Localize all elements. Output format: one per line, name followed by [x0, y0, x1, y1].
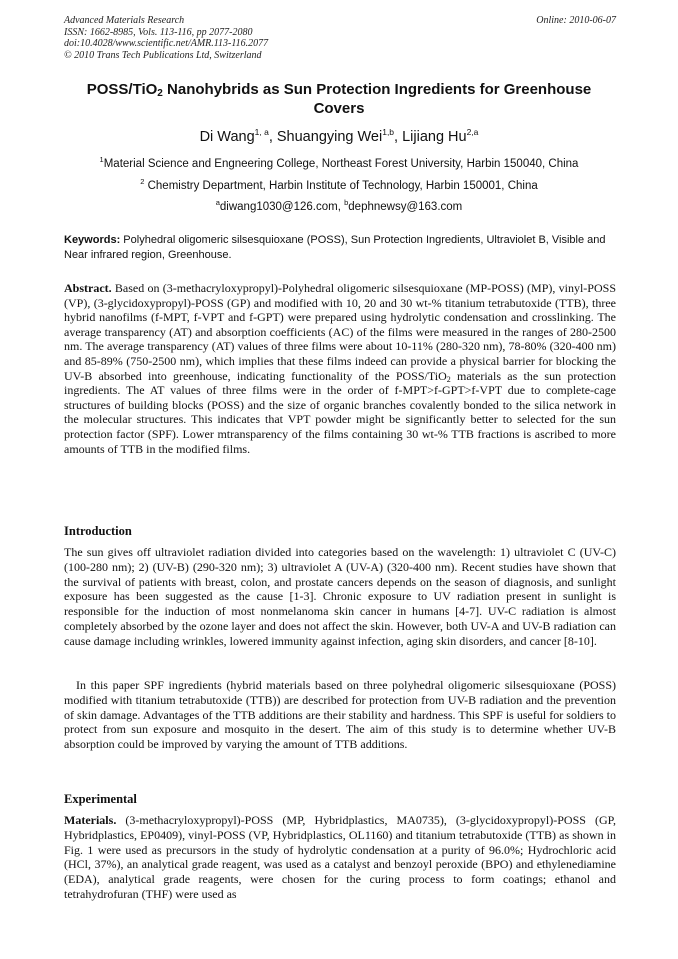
introduction-paragraph-2: In this paper SPF ingredients (hybrid materials based on three polyhedral oligomeric silsesquioxane (POSS) modified with titanium tetrabutoxide (TTB)) are described for protection from UV-B radiation and the prevention of skin damage. Advantages of the TTB additions are their stability and hardness. This SPF is useful for soldiers to protect from sun exposure and mosquito in the desert. The aim of this study is to determine whether UV-B absorption could be improved by varying the amount of TTB additions. — [64, 678, 616, 752]
introduction-heading: Introduction — [64, 524, 132, 538]
materials-paragraph: Materials. (3-methacryloxypropyl)-POSS (MP, Hybridplastics, MA0735), (3-glycidoxypropyl)-POSS (GP, Hybridplastics, EP0409), vinyl-POSS (VP, Hybridplastics, OL1160) and titanium tetrabutoxide (TTB) as shown in Fig. 1 were used as precursors in the study of hydrolytic condensation at a purity of 96.0%; Hydrochloric acid (HCl, 37%), an analytical grade reagent, was used as a catalyst and benzoyl peroxide (BPO) and ethylenediamine (EDA), analytical grade reagents, were chosen for the curing process to form coatings; ethanol and tetrahydrofuran (THF) were used as — [64, 813, 616, 901]
experimental-heading: Experimental — [64, 792, 137, 806]
issn-line: ISSN: 1662-8985, Vols. 113-116, pp 2077-2080 — [64, 26, 253, 38]
journal-header — [64, 15, 616, 61]
journal-name: Advanced Materials Research — [64, 15, 185, 26]
affiliation-2: $^2$ Chemistry Department, Harbin Institute of Technology, Harbin 150001, China — [140, 177, 538, 192]
introduction-paragraph-1: The sun gives off ultraviolet radiation divided into categories based on the wavelength: 1) ultraviolet C (UV-C) (100-280 nm); 2) (UV-B) (290-320 nm); 3) ultraviolet A (UV-A) (320-400 nm). Recent studies have shown that the survival of patients with breast, colon, and prostate cancers depends on the season of diagnosis, and sunlight exposure has been suggested as the cause [1-3]. Chronic exposure to UV radiation present in sunlight is responsible for the induction of most nonmelanoma skin cancer in humans [4-7]. UV-C radiation is almost completely absorbed by the ozone layer and does not affect the skin. However, both UV-A and UV-B radiation can cause damage including wrinkles, lowered immunity against infection, aging skin disorders, and cancer [8-10]. — [64, 545, 616, 648]
author-emails: $^a$diwang1030@126.com, $^b$dephnewsy@163.com — [215, 198, 463, 213]
author-list: Di Wang$^{1, a}$, Shuangying Wei$^{1,b}$, Lijiang Hu$^{2,a}$ — [199, 127, 479, 145]
paper-title: POSS/TiO$_2$ Nanohybrids as Sun Protection Ingredients for Greenhouse Covers — [86, 81, 592, 117]
copyright-line: © 2010 Trans Tech Publications Ltd, Switzerland — [64, 49, 262, 61]
abstract: Abstract. Based on (3-methacryloxypropyl)-Polyhedral oligomeric silsesquioxane (MP-POSS) (MP), vinyl-POSS (VP), (3-glycidoxypropyl)-POSS (GP) and modified with 10, 20 and 30 wt-% titanium tetrabutoxide (TTB), three hybrid nanofilms (f-MPT, f-VPT and f-GPT) were prepared using hydrolytic condensation and crosslinking. The average transparency (AT) and absorption coefficients (AC) of the films were measured in the ranges of 280-2500 nm. The average transparency (AT) values of three films were about 10-11% (280-320 nm), 78-80% (320-400 nm) and 85-89% (750-2500 nm), which implies that these films indeed can provide a physical barrier for blocking the UV-B absorbed into greenhouse, indicating functionality of the POSS/TiO$_2$ materials as the sun protection ingredients. The AT values of three films were in the order of f-MPT>f-GPT>f-VPT due to complete-cage structures of building blocks (POSS) and the size of organic branches covalently bonded to the silica network in the molecular structures. This indicates that VPT powder might be significantly better to selected for the sun protection factor (SPF). Lower mtransparency of the films containing 30 wt-% TTB fractions is ascribed to more amounts of TTB in the modified films. — [64, 281, 616, 456]
online-date: Online: 2010-06-07 — [536, 15, 616, 26]
affiliation-1: $^1$Material Science and Engneering College, Northeast Forest University, Harbin 150040, China — [99, 155, 579, 170]
doi-line: doi:10.4028/www.scientific.net/AMR.113-116.2077 — [64, 38, 269, 49]
keywords: Keywords: Polyhedral oligomeric silsesquioxane (POSS), Sun Protection Ingredients, Ultraviolet B, Visible and Near infrared region, Greenhouse. — [64, 234, 606, 261]
